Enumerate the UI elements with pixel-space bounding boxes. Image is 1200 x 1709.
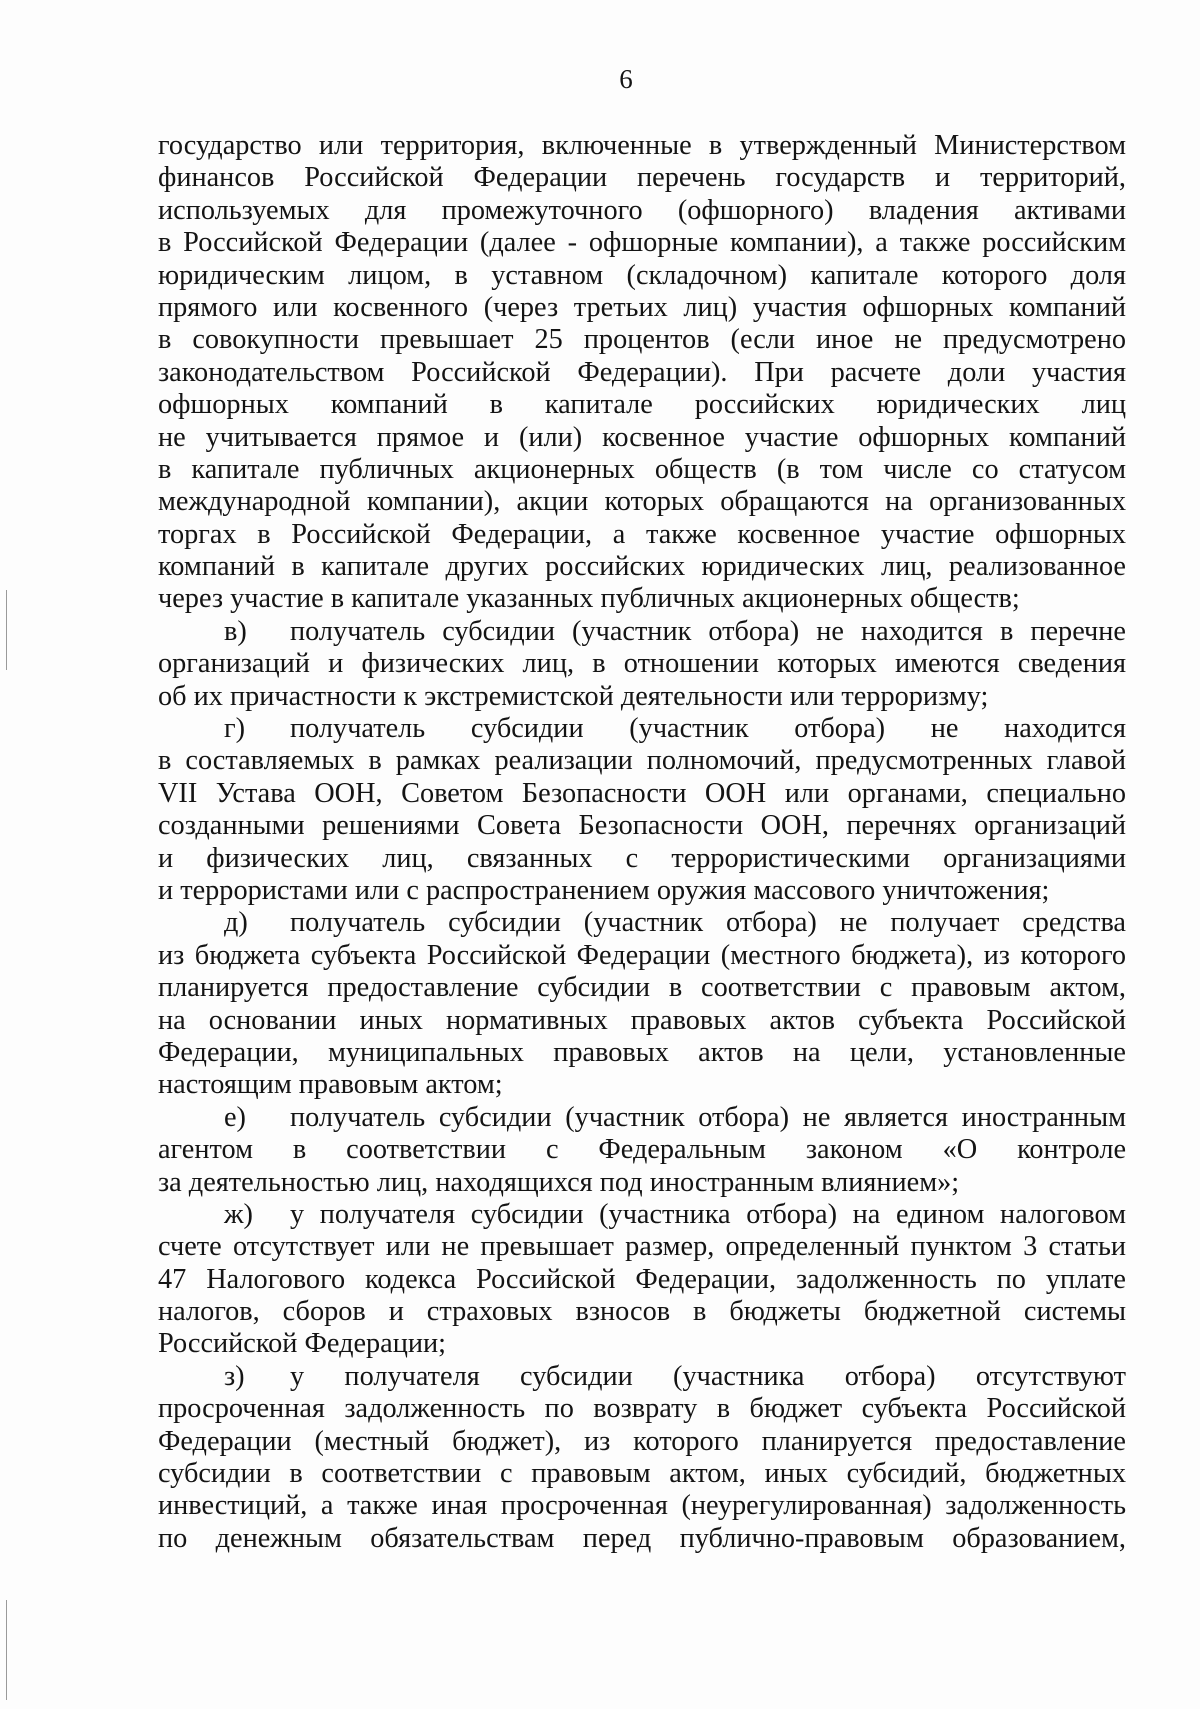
list-marker: г) — [224, 713, 246, 745]
list-marker: з) — [224, 1360, 245, 1392]
text-line: Федерации (местный бюджет), из которого планируется предоставление — [158, 1425, 1126, 1457]
text-line: не учитывается прямое и (или) косвенное участие офшорных компаний — [158, 421, 1126, 453]
list-item-line — [158, 907, 1126, 939]
text-line: настоящим правовым актом; — [158, 1069, 503, 1101]
text-line: государство или территория, включенные в утвержденный Министерством — [158, 130, 1126, 161]
text-line: через участие в капитале указанных публичных акционерных обществ; — [158, 583, 1020, 615]
text-line: в совокупности превышает 25 процентов (если иное не предусмотрено — [158, 324, 1126, 356]
text-line: в составляемых в рамках реализации полномочий, предусмотренных главой — [158, 745, 1126, 777]
line-text: у получателя субсидии (участника отбора) отсутствуют — [290, 1360, 1126, 1392]
text-line: налогов, сборов и страховых взносов в бюджеты бюджетной системы — [158, 1296, 1126, 1328]
list-marker: е) — [224, 1101, 246, 1133]
page-number: 6 — [619, 64, 633, 94]
text-line: VII Устава ООН, Советом Безопасности ООН или органами, специально — [158, 777, 1126, 809]
text-line: агентом в соответствии с Федеральным законом «О контроле — [158, 1134, 1126, 1166]
text-line: торгах в Российской Федерации, а также косвенное участие офшорных — [158, 518, 1126, 550]
document-body — [158, 130, 1126, 1555]
list-marker: ж) — [224, 1198, 253, 1230]
list-item-line — [158, 1361, 1126, 1393]
text-line: в Российской Федерации (далее - офшорные компании), а также российским — [158, 227, 1126, 259]
text-line: из бюджета субъекта Российской Федерации (местного бюджета), из которого — [158, 939, 1126, 971]
list-item-line — [158, 1102, 1126, 1134]
text-line: субсидии в соответствии с правовым актом, иных субсидий, бюджетных — [158, 1458, 1126, 1490]
text-line: организаций и физических лиц, в отношении которых имеются сведения — [158, 648, 1126, 680]
list-item-line — [158, 616, 1126, 648]
list-marker: в) — [224, 615, 247, 647]
line-text: получатель субсидии (участник отбора) не является иностранным — [290, 1101, 1126, 1133]
text-line: Федерации, муниципальных правовых актов на цели, установленные — [158, 1036, 1126, 1068]
text-line: инвестиций, а также иная просроченная (неурегулированная) задолженность — [158, 1490, 1126, 1522]
text-line: в капитале публичных акционерных обществ (в том числе со статусом — [158, 453, 1126, 485]
text-line: счете отсутствует или не превышает размер, определенный пунктом 3 статьи — [158, 1231, 1126, 1263]
text-line: по денежным обязательствам перед публично-правовым образованием, — [158, 1522, 1126, 1554]
text-line: офшорных компаний в капитале российских юридических лиц — [158, 389, 1126, 421]
text-line: Российской Федерации; — [158, 1328, 447, 1360]
text-line: используемых для промежуточного (офшорного) владения активами — [158, 194, 1126, 226]
text-line: финансов Российской Федерации перечень государств и территорий, — [158, 162, 1126, 194]
text-line: 47 Налогового кодекса Российской Федерации, задолженность по уплате — [158, 1263, 1126, 1295]
text-line: об их причастности к экстремистской деятельности или терроризму; — [158, 680, 989, 712]
text-line: международной компании), акции которых обращаются на организованных — [158, 486, 1126, 518]
scan-edge-mark — [6, 1600, 7, 1700]
text-line: компаний в капитале других российских юридических лиц, реализованное — [158, 551, 1126, 583]
list-item-line — [158, 713, 1126, 745]
text-line: за деятельностью лиц, находящихся под иностранным влиянием»; — [158, 1166, 960, 1198]
text-line: планируется предоставление субсидии в соответствии с правовым актом, — [158, 972, 1126, 1004]
list-marker: д) — [224, 907, 248, 939]
line-text: получатель субсидии (участник отбора) не находится — [290, 713, 1126, 745]
line-text: получатель субсидии (участник отбора) не получает средства — [290, 907, 1126, 939]
line-text: получатель субсидии (участник отбора) не находится в перечне — [290, 615, 1126, 647]
text-line: законодательством Российской Федерации). При расчете доли участия — [158, 356, 1126, 388]
text-line: просроченная задолженность по возврату в бюджет субъекта Российской — [158, 1393, 1126, 1425]
text-line: на основании иных нормативных правовых актов субъекта Российской — [158, 1004, 1126, 1036]
scan-edge-mark — [6, 590, 7, 670]
text-line: и террористами или с распространением оружия массового уничтожения; — [158, 874, 1050, 906]
text-line: прямого или косвенного (через третьих лиц) участия офшорных компаний — [158, 291, 1126, 323]
text-line: и физических лиц, связанных с террористическими организациями — [158, 842, 1126, 874]
text-line: созданными решениями Совета Безопасности ООН, перечнях организаций — [158, 810, 1126, 842]
line-text: у получателя субсидии (участника отбора) на едином налоговом — [290, 1198, 1126, 1230]
list-item-line — [158, 1199, 1126, 1231]
text-line: юридическим лицом, в уставном (складочном) капитале которого доля — [158, 259, 1126, 291]
